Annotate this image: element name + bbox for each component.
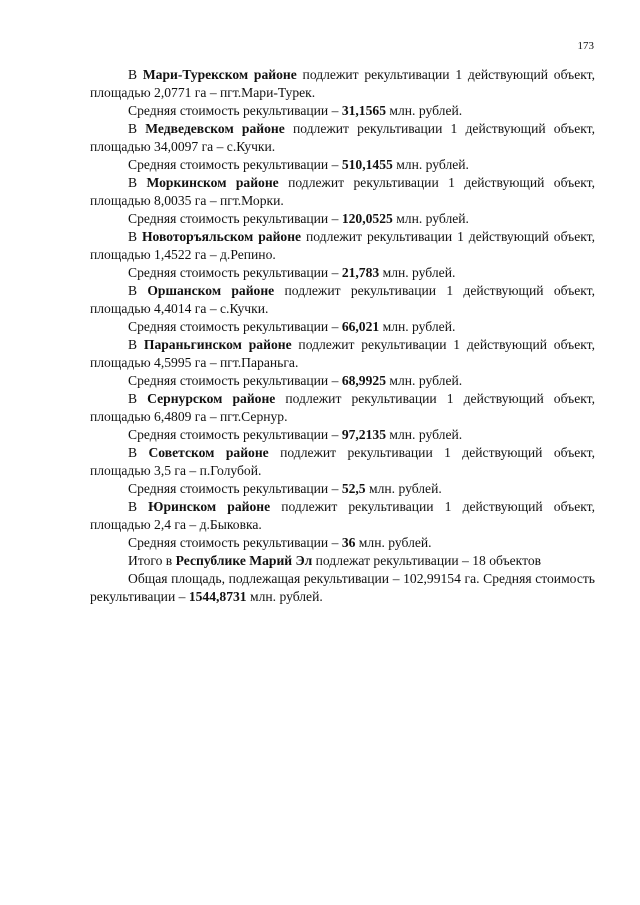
total-cost-value: 1544,8731	[188, 589, 247, 604]
cost-paragraph: Средняя стоимость рекультивации – 97,2135 млн. рублей.	[128, 427, 463, 442]
district-name: Юринском районе	[148, 499, 271, 514]
district-paragraph: В Новоторъяльском районе подлежит рекультивации 1 действующий объект, площадью 1,4522 га – д.Репино.	[90, 229, 595, 262]
cost-value: 36	[341, 535, 356, 550]
district-paragraph: В Мари-Турекском районе подлежит рекультивации 1 действующий объект, площадью 2,0771 га – пгт.Мари-Турек.	[90, 67, 595, 100]
district-name: Медведевском районе	[145, 121, 285, 136]
district-name: Оршанском районе	[147, 283, 275, 298]
summary-paragraph: Общая площадь, подлежащая рекультивации – 102,99154 га. Средняя стоимость рекультивации – 1544,8731 млн. рублей.	[90, 571, 595, 604]
total-paragraph: Итого в Республике Марий Эл подлежат рекультивации – 18 объектов	[128, 553, 542, 568]
cost-paragraph: Средняя стоимость рекультивации – 36 млн. рублей.	[128, 535, 432, 550]
page-number: 173	[577, 40, 594, 52]
region-name: Республике Марий Эл	[175, 553, 313, 568]
district-name: Мари-Турекском районе	[142, 67, 297, 82]
district-paragraph: В Параньгинском районе подлежит рекультивации 1 действующий объект, площадью 4,5995 га – пгт.Параньга.	[90, 337, 595, 370]
district-paragraph: В Медведевском районе подлежит рекультивации 1 действующий объект, площадью 34,0097 га – с.Кучки.	[90, 121, 595, 154]
cost-paragraph: Средняя стоимость рекультивации – 66,021 млн. рублей.	[128, 319, 456, 334]
cost-value: 52,5	[341, 481, 366, 496]
cost-paragraph: Средняя стоимость рекультивации – 52,5 млн. рублей.	[128, 481, 442, 496]
cost-value: 68,9925	[341, 373, 386, 388]
district-name: Новоторъяльском районе	[141, 229, 302, 244]
district-name: Моркинском районе	[146, 175, 279, 190]
cost-paragraph: Средняя стоимость рекультивации – 31,1565 млн. рублей.	[128, 103, 463, 118]
district-paragraph: В Сернурском районе подлежит рекультивации 1 действующий объект, площадью 6,4809 га – пгт.Сернур.	[90, 391, 595, 424]
district-name: Советском районе	[148, 445, 269, 460]
cost-value: 66,021	[341, 319, 380, 334]
cost-paragraph: Средняя стоимость рекультивации – 120,0525 млн. рублей.	[128, 211, 469, 226]
cost-value: 510,1455	[341, 157, 393, 172]
district-paragraph: В Оршанском районе подлежит рекультивации 1 действующий объект, площадью 4,4014 га – с.Кучки.	[90, 283, 595, 316]
district-name: Сернурском районе	[147, 391, 276, 406]
district-paragraph: В Советском районе подлежит рекультивации 1 действующий объект, площадью 3,5 га – п.Голубой.	[90, 445, 595, 478]
district-paragraph: В Юринском районе подлежит рекультивации 1 действующий объект, площадью 2,4 га – д.Быковка.	[90, 499, 595, 532]
cost-value: 120,0525	[341, 211, 393, 226]
cost-value: 21,783	[341, 265, 380, 280]
document-body	[90, 66, 595, 606]
cost-value: 97,2135	[341, 427, 386, 442]
cost-paragraph: Средняя стоимость рекультивации – 510,1455 млн. рублей.	[128, 157, 469, 172]
cost-paragraph: Средняя стоимость рекультивации – 68,9925 млн. рублей.	[128, 373, 463, 388]
cost-value: 31,1565	[341, 103, 386, 118]
cost-paragraph: Средняя стоимость рекультивации – 21,783 млн. рублей.	[128, 265, 456, 280]
district-name: Параньгинском районе	[143, 337, 292, 352]
district-paragraph: В Моркинском районе подлежит рекультивации 1 действующий объект, площадью 8,0035 га – пгт.Морки.	[90, 175, 595, 208]
